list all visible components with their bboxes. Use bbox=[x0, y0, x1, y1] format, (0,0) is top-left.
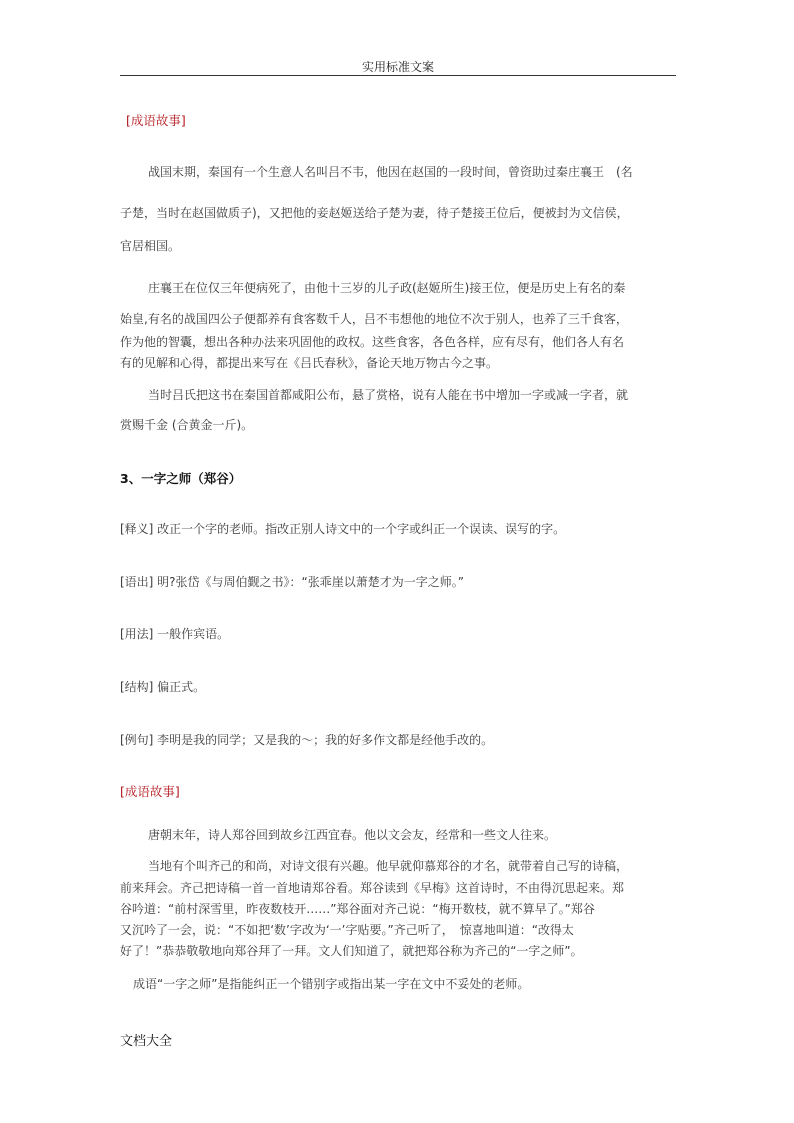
yongfa-entry: [用法] 一般作宾语。 bbox=[120, 627, 230, 641]
story1-p2-line3: 作为他的智囊，想出各种办法来巩固他的政权。这些食客，各色各样，应有尽有，他们各人有名 bbox=[120, 335, 625, 349]
shiyi-entry: [释义] 改正一个字的老师。指改正别人诗文中的一个字或纠正一个误读、误写的字。 bbox=[120, 522, 566, 536]
story2-p3: 成语“一字之师”是指能纠正一个错别字或指出某一字在文中不妥处的老师。 bbox=[133, 977, 530, 991]
story1-p1-line2: 子楚，当时在赵国做质子)，又把他的妾赵姬送给子楚为妻，待子楚接王位后，便被封为文信侯， bbox=[120, 206, 629, 220]
story2-p1: 唐朝末年，诗人郑谷回到故乡江西宜春。他以文会友，经常和一些文人往来。 bbox=[148, 828, 557, 842]
story2-p2-line5: 好了！”恭恭敬敬地向郑谷拜了一拜。文人们知道了，就把郑谷称为齐己的“一字之师”。 bbox=[120, 944, 583, 958]
story1-p3-line2: 赏赐千金 (合黄金一斤)。 bbox=[120, 418, 254, 432]
story2-p2-line1: 当地有个叫齐己的和尚，对诗文很有兴趣。他早就仰慕郑谷的才名，就带着自己写的诗稿， bbox=[148, 859, 629, 873]
story1-p1-line3: 官居相国。 bbox=[120, 239, 181, 253]
story2-p2-line2: 前来拜会。齐己把诗稿一首一首地请郑谷看。郑谷读到《早梅》这首诗时，不由得沉思起来。郑 bbox=[120, 881, 625, 895]
page-footer: 文档大全 bbox=[120, 1034, 173, 1049]
story1-p3-line1: 当时吕氏把这书在秦国首都咸阳公布，悬了赏格，说有人能在书中增加一字或减一字者，就 bbox=[148, 388, 629, 402]
story1-p2-line2: 始皇,有名的战国四公子便都养有食客数千人，吕不韦想他的地位不次于别人，也养了三千食客， bbox=[120, 312, 628, 326]
story1-heading: [成语故事] bbox=[126, 113, 186, 128]
page-header-title: 实用标准文案 bbox=[361, 60, 434, 74]
story1-p2-line4: 有的见解和心得，都提出来写在《吕氏春秋》，备论天地万物古今之事。 bbox=[120, 356, 499, 370]
jiegou-entry: [结构] 偏正式。 bbox=[120, 680, 206, 694]
story2-p2-line4: 又沉吟了一会，说：“不如把‘数’字改为‘一’字贴要。”齐己听了， 惊喜地叫道：“改得太 bbox=[120, 923, 574, 937]
yuchu-entry: [语出] 明?张岱《与周伯觐之书》：“张乖崖以萧楚才为一字之师。” bbox=[120, 575, 464, 589]
story2-heading: [成语故事] bbox=[120, 784, 180, 799]
liju-entry: [例句] 李明是我的同学；又是我的～；我的好多作文都是经他手改的。 bbox=[120, 733, 494, 747]
header-rule bbox=[120, 75, 676, 76]
story1-p2-line1: 庄襄王在位仅三年便病死了，由他十三岁的儿子政(赵姬所生)接王位，便是历史上有名的秦 bbox=[148, 281, 626, 295]
story2-p2-line3: 谷吟道：“前村深雪里，昨夜数枝开……”郑谷面对齐己说：“梅开数枝，就不算早了。”郑谷 bbox=[120, 902, 595, 916]
section3-title: 3、一字之师（郑谷） bbox=[120, 471, 242, 486]
story1-p1-line1: 战国末期，秦国有一个生意人名叫吕不韦，他因在赵国的一段时间，曾资助过秦庄襄王 (名 bbox=[148, 165, 633, 179]
